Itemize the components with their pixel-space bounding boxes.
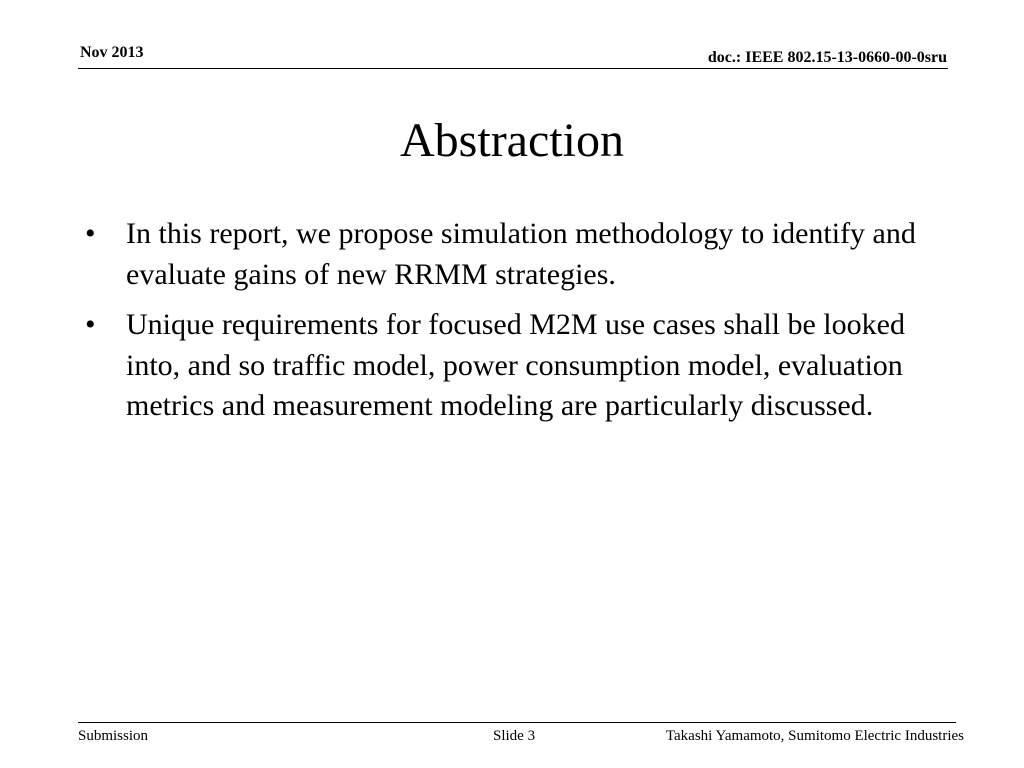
- bullet-list: [85, 214, 935, 437]
- footer-slide-number: Slide 3: [493, 728, 536, 744]
- header-doc-id: doc.: IEEE 802.15-13-0660-00-0sru: [707, 49, 947, 66]
- bullet-item: [85, 305, 935, 427]
- header-divider: [78, 68, 948, 69]
- bullet-text: Unique requirements for focused M2M use cases shall be looked into, and so traffic model, power consumption model, evaluation metrics and measurement modeling are particularly discussed.: [126, 308, 905, 422]
- header-date: Nov 2013: [80, 44, 144, 61]
- footer-author: Takashi Yamamoto, Sumitomo Electric Industries: [665, 728, 964, 744]
- bullet-icon: •: [85, 217, 96, 250]
- bullet-text: In this report, we propose simulation methodology to identify and evaluate gains of new RRMM strategies.: [126, 217, 916, 291]
- bullet-item: [85, 214, 935, 295]
- slide-title: Abstraction: [400, 114, 624, 167]
- footer-divider: [78, 722, 956, 723]
- bullet-icon: •: [85, 308, 96, 341]
- footer-submission: Submission: [78, 728, 149, 744]
